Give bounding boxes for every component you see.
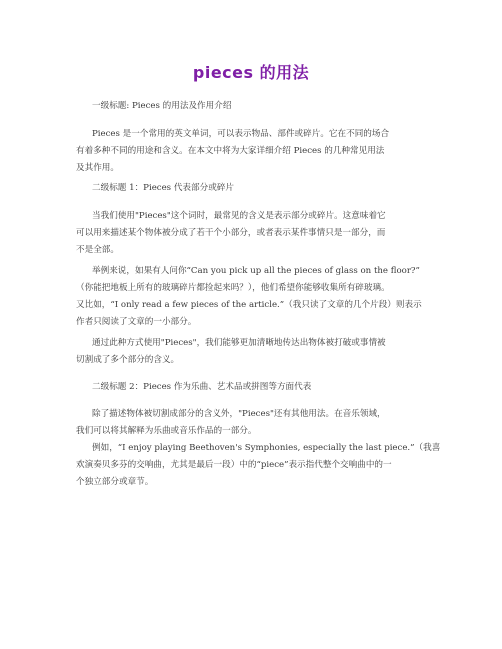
text-line: Pieces 是一个常用的英文单词，可以表示物品、部件或碎片。它在不同的场合 <box>92 129 390 139</box>
paragraph-intro <box>76 126 432 177</box>
text-line: 欢演奏贝多芬的交响曲，尤其是最后一段）中的“piece”表示指代整个交响曲中的一 <box>76 460 392 470</box>
heading-level-1 <box>76 98 432 115</box>
text-line: 例如，“I enjoy playing Beethoven's Symphonies, especially the last piece.”（我喜 <box>92 443 441 453</box>
text-line: 切割成了多个部分的含义。 <box>76 355 180 365</box>
paragraph-music <box>76 406 432 440</box>
text-line: 及其作用。 <box>76 163 119 173</box>
text-line: 我们可以将其解释为乐曲或音乐作品的一部分。 <box>76 426 257 436</box>
text-line: 个独立部分或章节。 <box>76 477 154 487</box>
text-line: 当我们使用"Pieces"这个词时，最常见的含义是表示部分或碎片。这意味着它 <box>92 211 386 221</box>
text-line: 通过此种方式使用"Pieces"，我们能够更加清晰地传达出物体被打破或事情被 <box>92 338 386 348</box>
paragraph-meaning <box>76 208 432 259</box>
text-line: （你能把地板上所有的玻璃碎片都捡起来吗？），他们希望你能够收集所有碎玻璃。 <box>76 283 390 293</box>
page-title: pieces 的用法 <box>192 63 310 82</box>
text-line: 举例来说，如果有人问你“Can you pick up all the pieces of glass on the floor?” <box>92 266 420 276</box>
text-line: 又比如，“I only read a few pieces of the article.”（我只读了文章的几个片段）则表示 <box>76 300 422 310</box>
text-line: 一级标题: Pieces 的用法及作用介绍 <box>92 101 232 111</box>
heading-level-2 <box>76 379 432 396</box>
paragraph-example <box>76 263 432 331</box>
text-line: 二级标题 1：Pieces 代表部分或碎片 <box>92 183 234 193</box>
text-line: 除了描述物体被切割成部分的含义外，"Pieces"还有其他用法。在音乐领域， <box>92 409 386 419</box>
heading-level-2 <box>76 180 432 197</box>
paragraph-summary <box>76 335 432 369</box>
text-line: 二级标题 2：Pieces 作为乐曲、艺术品或拼图等方面代表 <box>92 382 312 392</box>
text-line: 作者只阅读了文章的一小部分。 <box>76 317 197 327</box>
text-line: 不是全部。 <box>76 245 119 255</box>
text-line: 可以用来描述某个物体被分成了若干个小部分，或者表示某件事情只是一部分，而 <box>76 228 386 238</box>
text-line: 有着多种不同的用途和含义。在本文中将为大家详细介绍 Pieces 的几种常见用法 <box>76 146 385 156</box>
paragraph-music-example <box>76 440 441 491</box>
